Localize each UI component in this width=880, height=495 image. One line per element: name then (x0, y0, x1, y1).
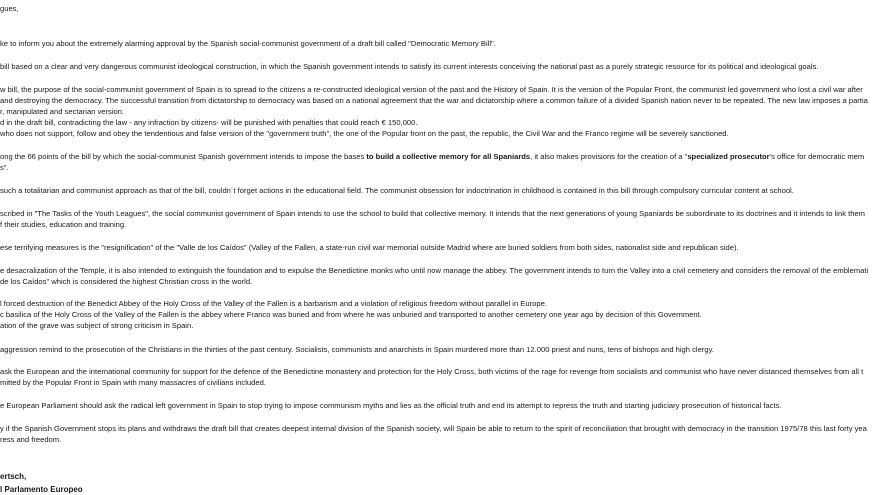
paragraph-line: ation of the grave was subject of strong criticism in Spain. (0, 321, 194, 330)
signature-organization: l Parlamento Europeo (0, 485, 83, 494)
paragraph-line: y if the Spanish Government stops its plans and withdraws the draft bill that creates deepest internal division of the Spanish society, will Spain be able to return to the spirit of reconciliation that brought with democracy in the transition 1975/78 this last forty yea (0, 424, 867, 433)
paragraph-line: e European Parliament should ask the radical left government in Spain to stop trying to impose communism myths and lies as the official truth and end its attempt to repress the truth and starting judiciary prosecution of historical facts. (0, 401, 782, 410)
paragraph-line: ask the European and the international community for support for the defence of the Benedictine monastery and protection for the Holy Cross, both victims of the rage for revenge from socialists and communist who have never distanced themselves from all t (0, 367, 864, 376)
paragraph-line: w bill, the purpose of the social-communist government of Spain is to spread to the citizens a re-constructed ideological version of the past and the History of Spain. It is the version of the Popular Front, the communist led government who lost a civil war after (0, 85, 863, 94)
text-run: 's office for democratic mem (769, 152, 865, 161)
paragraph-line: bill based on a clear and very dangerous communist ideological construction, in which the Spanish government intends to satisfy its current interests conceiving the national past as a purely strategic resource for its political and ideological goals. (0, 62, 819, 71)
signature-name: ertsch, (0, 472, 27, 481)
text-run: ong the 66 points of the bill by which the social-communist Spanish government intends to impose the bases (0, 152, 367, 161)
paragraph-line: mitted by the Popular Front in Spain with many massacres of civilians included. (0, 378, 266, 387)
paragraph-line: ke to inform you about the extremely alarming approval by the Spanish social-communist government of a draft bill called "Democratic Memory Bill". (0, 39, 496, 48)
greeting: gues, (0, 4, 19, 13)
paragraph-line: l forced destruction of the Benedict Abbey of the Holy Cross of the Valley of the Fallen is a barbarism and a violation of religious freedom without parallel in Europe. (0, 299, 547, 308)
paragraph-line: who does not support, follow and obey the tendentious and false version of the "government truth", the one of the Popular front on the past, the republic, the Civil War and the Franco regime will be severely sanctioned. (0, 129, 729, 138)
paragraph-line: r, manipulated and sectarian version. (0, 107, 125, 116)
paragraph-line: e desacralization of the Temple, it is also intended to extinguish the foundation and to expulse the Benedictine monks who until now manage the abbey. The government intends to turn the Valley into a civil cemetery and considers the removal of the emblemati (0, 266, 869, 275)
paragraph-line: d in the draft bill, contradicting the law - any infraction by citizens- will be punished with penalties that could reach € 150,000. (0, 118, 418, 127)
text-run: , it also makes provisions for the creation of a " (530, 152, 688, 161)
paragraph-line: s". (0, 163, 9, 172)
paragraph-line: and destroying the democracy. The successful transition from dictatorship to democracy was based on a national agreement that the war and dictatorship where a common failure of a divided Spanish nation never to be repeated. The new law imposes a partia (0, 96, 868, 105)
paragraph-line: aggression remind to the prosecution of the Christians in the thirties of the past century. Socialists, communists and anarchists in Spain murdered more than 12.000 priest and nuns, tens of bishops and high clergy. (0, 345, 714, 354)
bold-text-run: specialized prosecutor (687, 152, 770, 161)
paragraph-line: f their studies, education and training. (0, 220, 127, 229)
paragraph-line: such a totalitarian and communist approach as that of the bill, couldn´t forget actions in the educational field. The communist obsession for indoctrination in childhood is contained in this bill through compulsory curricular content at school. (0, 186, 794, 195)
paragraph-line: scribed in "The Tasks of the Youth Leagues", the social communist government of Spain intends to use the school to build that collective memory. It intends that the next generations of young Spaniards be subordinate to its doctrines and it intends to link them (0, 209, 865, 218)
paragraph-line: ese terrifying measures is the "resignification" of the "Valle de los Caídos" (Valley of the Fallen, a state-run civil war memorial outside Madrid where are buried soldiers from both sides, nationalist side and republican side). (0, 243, 739, 252)
paragraph-line: de los Caídos" which is considered the highest Christian cross in the world. (0, 277, 253, 286)
paragraph-line: c basilica of the Holy Cross of the Valley of the Fallen is the abbey where Franco was buried and from where he was unburied and transported to another cemetery one year ago by decision of this Government. (0, 310, 702, 319)
paragraph-line-mixed (0, 152, 864, 162)
bold-text-run: to build a collective memory for all Spaniards (366, 152, 531, 161)
paragraph-line: ress and freedom. (0, 435, 62, 444)
